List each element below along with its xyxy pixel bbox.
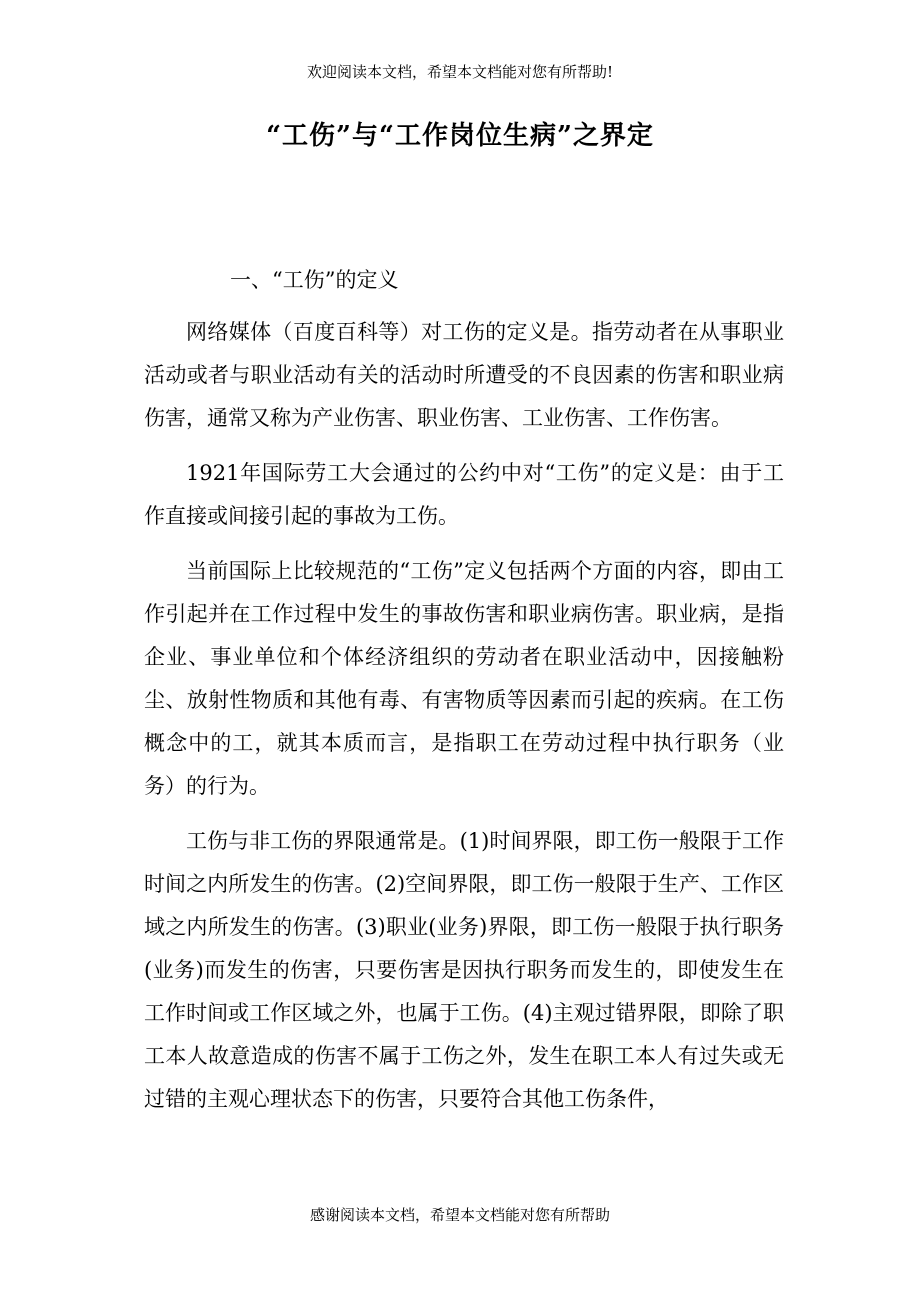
- paragraph-definition-media: 网络媒体（百度百科等）对工伤的定义是。指劳动者在从事职业活动或者与职业活动有关的活动时所遭受的不良因素的伤害和职业病伤害，通常又称为产业伤害、职业伤害、工业伤害、工作伤害。: [144, 320, 784, 430]
- header-note: 欢迎阅读本文档，希望本文档能对您有所帮助!: [306, 63, 614, 81]
- paragraph-definition-international: 当前国际上比较规范的“工伤”定义包括两个方面的内容，即由工作引起并在工作过程中发生的事故伤害和职业病伤害。职业病，是指企业、事业单位和个体经济组织的劳动者在职业活动中，因接触粉尘、放射性物质和其他有毒、有害物质等因素而引起的疾病。在工伤概念中的工，就其本质而言，是指职工在劳动过程中执行职务（业务）的行为。: [144, 559, 784, 798]
- document-title: “工伤”与“工作岗位生病”之界定: [266, 121, 654, 151]
- section-heading: 一、“工伤”的定义: [230, 268, 399, 292]
- paragraph-definition-1921: 1921年国际劳工大会通过的公约中对“工伤”的定义是：由于工作直接或间接引起的事故为工伤。: [144, 461, 784, 528]
- paragraph-boundaries: 工伤与非工伤的界限通常是。(1)时间界限，即工伤一般限于工作时间之内所发生的伤害。(2)空间界限，即工伤一般限于生产、工作区域之内所发生的伤害。(3)职业(业务)界限，即工伤一般限于执行职务(业务)而发生的伤害，只要伤害是因执行职务而发生的，即使发生在工作时间或工作区域之外，也属于工伤。(4)主观过错界限，即除了职工本人故意造成的伤害不属于工伤之外，发生在职工本人有过失或无过错的主观心理状态下的伤害，只要符合其他工伤条件，: [144, 829, 784, 1111]
- body-text: [144, 311, 784, 1133]
- footer-note: 感谢阅读本文档，希望本文档能对您有所帮助: [309, 1206, 610, 1224]
